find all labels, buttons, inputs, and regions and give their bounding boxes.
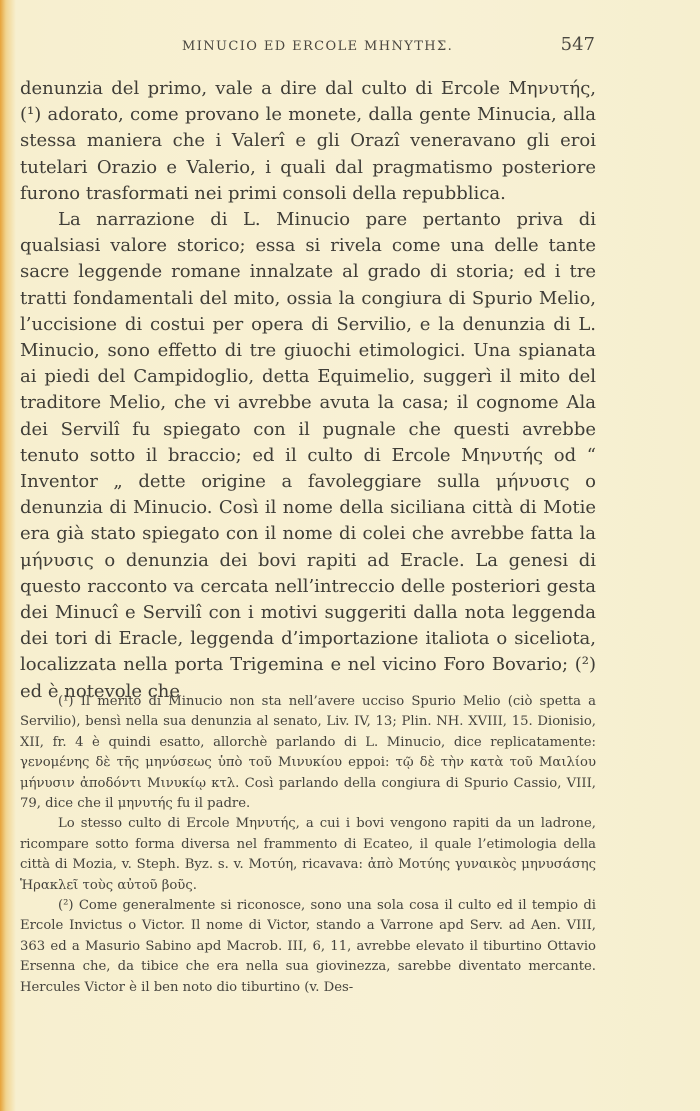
- page-number: 547: [560, 34, 595, 55]
- footnote-2: (²) Come generalmente si riconosce, sono una sola cosa il culto ed il tempio di Ercole Invictus o Victor. Il nome di Victor, stando a Varrone apd Serv. ad Aen. VIII, 363 ed a Masurio Sabino apd Macrob. III, 6, 11, avrebbe elevato il tiburtino Ottavio Ersenna che, da tibice che era nella sua giovinezza, sarebbe diventato mercante. Hercules Victor è il ben noto dio tiburtino (v. Des-: [20, 898, 596, 995]
- page-header: [0, 34, 700, 58]
- footnote-1: (¹) Il merito di Minucio non sta nell’avere ucciso Spurio Melio (ciò spetta a Servilio), bensì nella sua denunzia al senato, Liv. IV, 13; Plin. NH. XVIII, 15. Dionisio, XII, fr. 4 è quindi esatto, allorchè parlando di L. Minucio, dice replicatamente: γενομένης δὲ τῆς μηνύσεως ὑπὸ τοῦ Μινυκίου eppoi: τῷ δὲ τὴν κατὰ τοῦ Μαιλίου μήνυσιν ἀποδόντι Μινυκίῳ κτλ. Così parlando della congiura di Spurio Cassio, VIII, 79, dice che il μηνυτής fu il padre.: [20, 694, 596, 812]
- footnote-1-continuation: Lo stesso culto di Ercole Μηνυτής, a cui i bovi vengono rapiti da un ladrone, ricompare sotto forma diversa nel frammento di Ecateo, il quale l’etimologia della città di Mozia, v. Steph. Byz. s. v. Μοτύη, ricavava: ἀπὸ Μοτύης γυναικὸς μηνυσάσης Ἡρακλεῖ τοὺς αὐτοῦ βοῦς.: [20, 816, 596, 893]
- paragraph: La narrazione di L. Minucio pare pertanto priva di qualsiasi valore storico; essa si rivela come una delle tante sacre leggende romane innalzate al grado di storia; ed i tre tratti fondamentali del mito, ossia la congiura di Spurio Melio, l’uccisione di costui per opera di Servilio, e la denunzia di L. Minucio, sono effetto di tre giuochi etimologici. Una spianata ai piedi del Campidoglio, detta Equimelio, suggerì il mito del traditore Melio, che vi avrebbe avuta la casa; il cognome Ala dei Servilî fu spiegato con il pugnale che questi avrebbe tenuto sotto il braccio; ed il culto di Ercole Μηνυτής od “ Inventor „ dette origine a favoleggiare sulla μήνυσις o denunzia di Minucio. Così il nome della siciliana città di Motie era già stato spiegato con il nome di colei che avrebbe fatta la μήνυσις o denunzia dei bovi rapiti ad Eracle. La genesi di questo racconto va cercata nell’intreccio delle posteriori gesta dei Minucî e Servilî con i motivi suggeriti dalla nota leggenda dei tori di Eracle, leggenda d’importazione italiota o siceliota, localizzata nella porta Trigemina e nel vicino Foro Bovario; (²) ed è notevole che: [20, 209, 596, 702]
- main-text: [20, 76, 596, 705]
- paragraph-continuation: denunzia del primo, vale a dire dal culto di Ercole Μηνυτής, (¹) adorato, come provano le monete, dalla gente Minucia, alla stessa maniera che i Valerî e gli Orazî veneravano gli eroi tutelari Orazio e Valerio, i quali dal pragmatismo posteriore furono trasformati nei primi consoli della repubblica.: [20, 78, 596, 204]
- footnotes: [20, 692, 596, 998]
- running-head: MINUCIO ED ERCOLE ΜΗΝΥΤΗΣ.: [182, 39, 454, 54]
